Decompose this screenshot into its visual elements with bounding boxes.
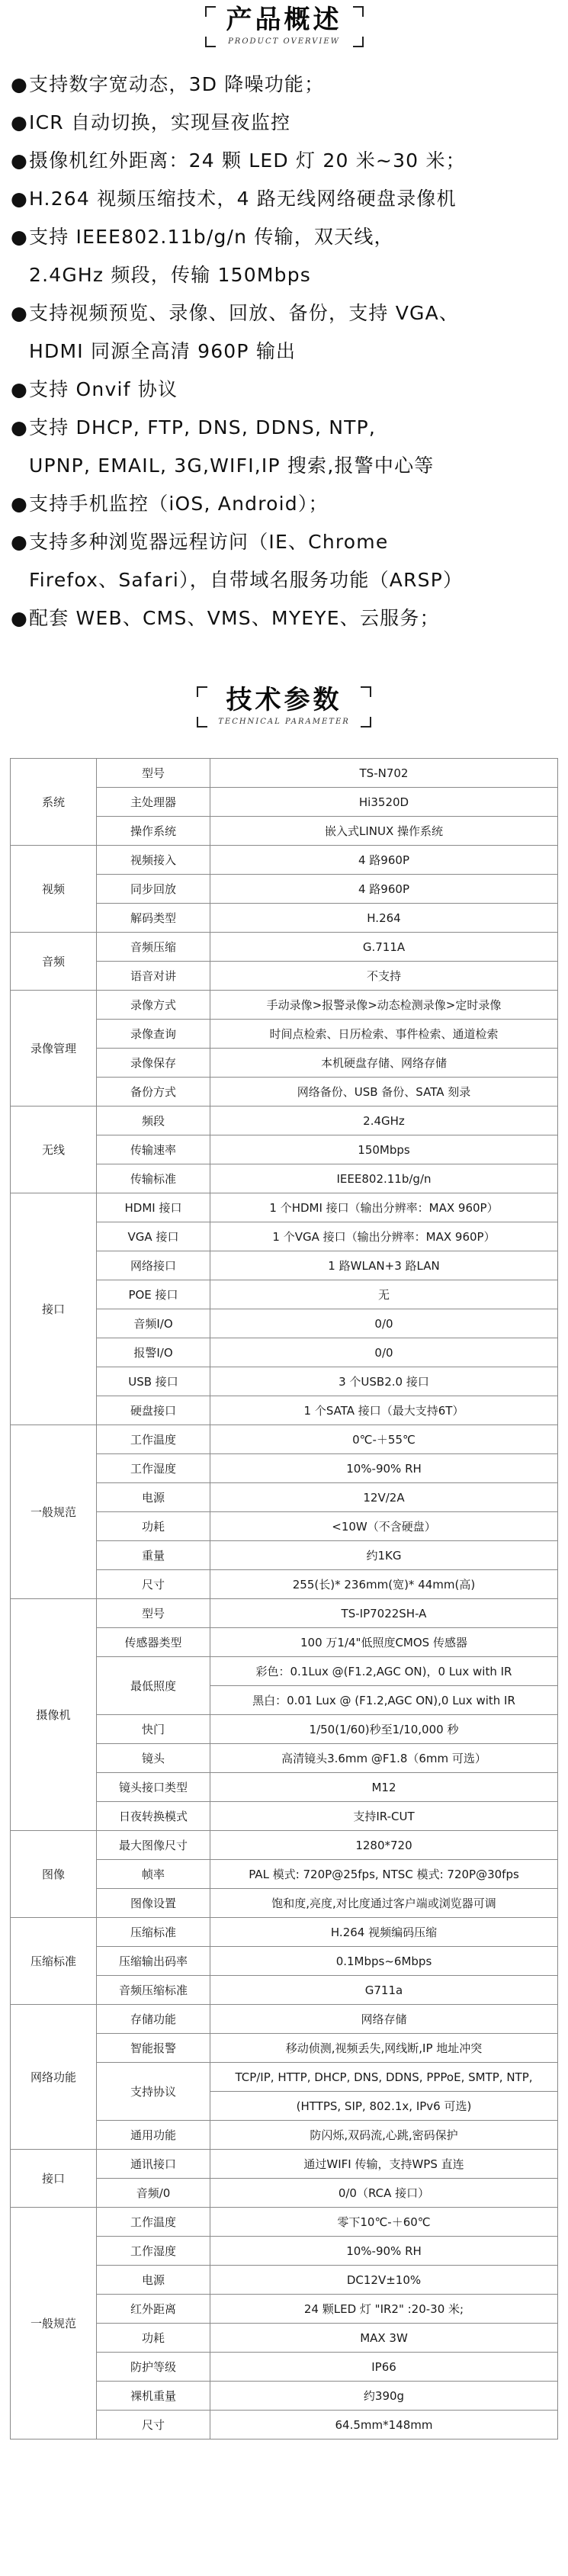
param-name-cell: 备份方式 [97,1078,210,1107]
category-cell: 压缩标准 [11,1918,97,2005]
table-row [11,991,558,1020]
param-value-cell: 约390g [210,2382,558,2411]
param-name-cell: 压缩输出码率 [97,1947,210,1976]
param-value-cell: 彩色：0.1Lux @(F1.2,AGC ON)，0 Lux with IR [210,1657,558,1686]
param-name-cell: 最低照度 [97,1657,210,1715]
table-row [11,1918,558,1947]
param-value-cell: G711a [210,1976,558,2005]
param-name-cell: 音频压缩 [97,933,210,962]
param-name-cell: 传感器类型 [97,1628,210,1657]
category-cell: 系统 [11,759,97,846]
table-row [11,933,558,962]
feature-item [11,104,560,142]
param-value-cell: 时间点检索、日历检索、事件检索、通道检索 [210,1020,558,1049]
param-name-cell: HDMI 接口 [97,1193,210,1222]
param-value-cell: H.264 视频编码压缩 [210,1918,558,1947]
feature-text: UPNP, EMAIL, 3G,WIFI,IP 搜索,报警中心等 [29,454,435,477]
overview-header [0,3,568,47]
param-name-cell: 智能报警 [97,2034,210,2063]
tech-title: 技术参数 [226,685,342,715]
feature-text: 支持 DHCP, FTP, DNS, DDNS, NTP, [29,416,377,438]
feature-item [11,218,560,294]
param-value-cell: 64.5mm*148mm [210,2411,558,2439]
param-value-cell: 2.4GHz [210,1107,558,1135]
param-value-cell: 嵌入式LINUX 操作系统 [210,817,558,846]
param-name-cell: 操作系统 [97,817,210,846]
param-value-cell: 10%-90% RH [210,1454,558,1483]
param-value-cell: 4 路960P [210,846,558,875]
param-value-cell: 本机硬盘存储、网络存储 [210,1049,558,1078]
param-name-cell: 频段 [97,1107,210,1135]
param-name-cell: 红外距离 [97,2295,210,2324]
param-name-cell: 帧率 [97,1860,210,1889]
param-name-cell: 主处理器 [97,788,210,817]
feature-item [11,523,560,599]
param-name-cell: 尺寸 [97,1570,210,1599]
param-value-cell: 通过WIFI 传输，支持WPS 直连 [210,2150,558,2179]
param-value-cell: 0/0 [210,1338,558,1367]
param-value-cell: TS-IP7022SH-A [210,1599,558,1628]
table-row [11,2150,558,2179]
category-cell: 图像 [11,1831,97,1918]
param-value-cell: 0/0 [210,1309,558,1338]
param-value-cell: 移动侦测,视频丢失,网线断,IP 地址冲突 [210,2034,558,2063]
table-row [11,2005,558,2034]
feature-text: 支持多种浏览器远程访问（IE、Chrome [29,531,389,553]
param-value-cell: H.264 [210,904,558,933]
feature-text: 2.4GHz 频段，传输 150Mbps [29,264,311,286]
param-value-cell: 高清镜头3.6mm @F1.8（6mm 可选） [210,1744,558,1773]
param-value-cell: <10W（不含硬盘） [210,1512,558,1541]
param-value-cell: 饱和度,亮度,对比度通过客户端或浏览器可调 [210,1889,558,1918]
category-cell: 录像管理 [11,991,97,1107]
category-cell: 视频 [11,846,97,933]
feature-text: 支持 IEEE802.11b/g/n 传输，双天线， [29,226,394,248]
bullet-icon: ● [11,607,29,629]
feature-item [11,66,560,104]
feature-item [11,142,560,180]
param-name-cell: 音频/0 [97,2179,210,2208]
param-value-cell: 3 个USB2.0 接口 [210,1367,558,1396]
feature-item [11,294,560,371]
feature-text: 支持手机监控（iOS, Android）； [29,493,329,515]
param-value-cell: 10%-90% RH [210,2237,558,2266]
param-value-cell: IEEE802.11b/g/n [210,1164,558,1193]
param-name-cell: 存储功能 [97,2005,210,2034]
param-value-cell: TS-N702 [210,759,558,788]
param-name-cell: 功耗 [97,1512,210,1541]
param-value-cell: 1 个SATA 接口（最大支持6T） [210,1396,558,1425]
bullet-icon: ● [11,378,29,400]
feature-item [11,485,560,523]
feature-list [11,66,560,638]
bullet-icon: ● [11,149,29,172]
param-name-cell: USB 接口 [97,1367,210,1396]
param-value-cell: 黑白：0.01 Lux @ (F1.2,AGC ON),0 Lux with IR [210,1686,558,1715]
param-name-cell: 型号 [97,1599,210,1628]
table-row [11,1831,558,1860]
param-value-cell: MAX 3W [210,2324,558,2353]
param-name-cell: 网络接口 [97,1251,210,1280]
param-name-cell: 通讯接口 [97,2150,210,2179]
feature-text: H.264 视频压缩技术，4 路无线网络硬盘录像机 [29,188,457,210]
param-name-cell: 同步回放 [97,875,210,904]
param-name-cell: 日夜转换模式 [97,1802,210,1831]
table-row [11,1599,558,1628]
param-value-cell: 1 路WLAN+3 路LAN [210,1251,558,1280]
param-value-cell: 网络存储 [210,2005,558,2034]
bullet-icon: ● [11,188,29,210]
category-cell: 网络功能 [11,2005,97,2150]
param-name-cell: 录像查询 [97,1020,210,1049]
param-name-cell: 通用功能 [97,2121,210,2150]
param-name-cell: 支持协议 [97,2063,210,2121]
param-value-cell: 零下10℃-＋60℃ [210,2208,558,2237]
param-name-cell: 镜头接口类型 [97,1773,210,1802]
table-row [11,1107,558,1135]
param-name-cell: 工作湿度 [97,2237,210,2266]
feature-text: 支持 Onvif 协议 [29,378,178,400]
param-name-cell: 压缩标准 [97,1918,210,1947]
param-name-cell: 裸机重量 [97,2382,210,2411]
param-name-cell: 尺寸 [97,2411,210,2439]
table-row [11,759,558,788]
param-name-cell: 电源 [97,2266,210,2295]
bullet-icon: ● [11,226,29,248]
tech-subtitle: TECHNICAL PARAMETER [218,718,350,726]
param-value-cell: 无 [210,1280,558,1309]
param-value-cell: IP66 [210,2353,558,2382]
param-name-cell: 镜头 [97,1744,210,1773]
feature-text: 摄像机红外距离：24 颗 LED 灯 20 米~30 米； [29,149,466,172]
bullet-icon: ● [11,73,29,95]
spec-table [10,758,558,2439]
category-cell: 摄像机 [11,1599,97,1831]
param-value-cell: 1 个HDMI 接口（输出分辨率：MAX 960P） [210,1193,558,1222]
feature-text: ICR 自动切换，实现昼夜监控 [29,111,291,133]
category-cell: 接口 [11,1193,97,1425]
param-name-cell: VGA 接口 [97,1222,210,1251]
bullet-icon: ● [11,111,29,133]
param-name-cell: 最大图像尺寸 [97,1831,210,1860]
feature-text: HDMI 同源全高清 960P 输出 [29,340,297,362]
bullet-icon: ● [11,302,29,324]
bullet-icon: ● [11,416,29,438]
param-value-cell: 1 个VGA 接口（输出分辨率：MAX 960P） [210,1222,558,1251]
param-name-cell: 解码类型 [97,904,210,933]
param-value-cell: 4 路960P [210,875,558,904]
param-name-cell: 工作湿度 [97,1454,210,1483]
feature-item [11,599,560,638]
param-name-cell: 快门 [97,1715,210,1744]
param-name-cell: 录像保存 [97,1049,210,1078]
param-value-cell: PAL 模式: 720P@25fps, NTSC 模式: 720P@30fps [210,1860,558,1889]
overview-title: 产品概述 [226,5,342,35]
param-value-cell: 不支持 [210,962,558,991]
param-value-cell: DC12V±10% [210,2266,558,2295]
table-row [11,846,558,875]
param-value-cell: M12 [210,1773,558,1802]
param-name-cell: 电源 [97,1483,210,1512]
feature-item [11,180,560,218]
bullet-icon: ● [11,531,29,553]
param-name-cell: 报警I/O [97,1338,210,1367]
param-name-cell: POE 接口 [97,1280,210,1309]
param-name-cell: 传输标准 [97,1164,210,1193]
param-value-cell: Hi3520D [210,788,558,817]
tech-header [0,683,568,728]
param-name-cell: 工作温度 [97,2208,210,2237]
param-value-cell: (HTTPS, SIP, 802.1x, IPv6 可选) [210,2092,558,2121]
bullet-icon: ● [11,493,29,515]
param-value-cell: 150Mbps [210,1135,558,1164]
param-name-cell: 语音对讲 [97,962,210,991]
param-value-cell: 0/0（RCA 接口） [210,2179,558,2208]
param-value-cell: TCP/IP, HTTP, DHCP, DNS, DDNS, PPPoE, SMTP, NTP, [210,2063,558,2092]
category-cell: 一般规范 [11,1425,97,1599]
param-name-cell: 工作温度 [97,1425,210,1454]
param-value-cell: 100 万1/4"低照度CMOS 传感器 [210,1628,558,1657]
overview-subtitle: PRODUCT OVERVIEW [228,37,340,46]
category-cell: 无线 [11,1107,97,1193]
param-name-cell: 录像方式 [97,991,210,1020]
param-value-cell: 0℃-＋55℃ [210,1425,558,1454]
param-value-cell: 12V/2A [210,1483,558,1512]
table-row [11,2208,558,2237]
category-cell: 音频 [11,933,97,991]
param-name-cell: 防护等级 [97,2353,210,2382]
category-cell: 接口 [11,2150,97,2208]
feature-text: Firefox、Safari），自带域名服务功能（ARSP） [29,569,464,591]
param-value-cell: 防闪烁,双码流,心跳,密码保护 [210,2121,558,2150]
param-name-cell: 音频压缩标准 [97,1976,210,2005]
feature-text: 配套 WEB、CMS、VMS、MYEYE、云服务； [29,607,440,629]
param-value-cell: 1/50(1/60)秒至1/10,000 秒 [210,1715,558,1744]
feature-item [11,409,560,485]
param-value-cell: 1280*720 [210,1831,558,1860]
param-name-cell: 功耗 [97,2324,210,2353]
param-value-cell: 手动录像>报警录像>动态检测录像>定时录像 [210,991,558,1020]
param-value-cell: 255(长)* 236mm(宽)* 44mm(高) [210,1570,558,1599]
param-name-cell: 传输速率 [97,1135,210,1164]
param-value-cell: 24 颗LED 灯 "IR2" :20-30 米; [210,2295,558,2324]
feature-item [11,371,560,409]
param-name-cell: 硬盘接口 [97,1396,210,1425]
param-name-cell: 音频I/O [97,1309,210,1338]
param-name-cell: 视频接入 [97,846,210,875]
feature-text: 支持视频预览、录像、回放、备份，支持 VGA、 [29,302,460,324]
feature-text: 支持数字宽动态，3D 降噪功能； [29,73,325,95]
table-row [11,1425,558,1454]
param-value-cell: 0.1Mbps~6Mbps [210,1947,558,1976]
param-value-cell: 支持IR-CUT [210,1802,558,1831]
param-value-cell: G.711A [210,933,558,962]
param-name-cell: 重量 [97,1541,210,1570]
param-name-cell: 图像设置 [97,1889,210,1918]
category-cell: 一般规范 [11,2208,97,2439]
table-row [11,1193,558,1222]
param-name-cell: 型号 [97,759,210,788]
param-value-cell: 约1KG [210,1541,558,1570]
param-value-cell: 网络备份、USB 备份、SATA 刻录 [210,1078,558,1107]
